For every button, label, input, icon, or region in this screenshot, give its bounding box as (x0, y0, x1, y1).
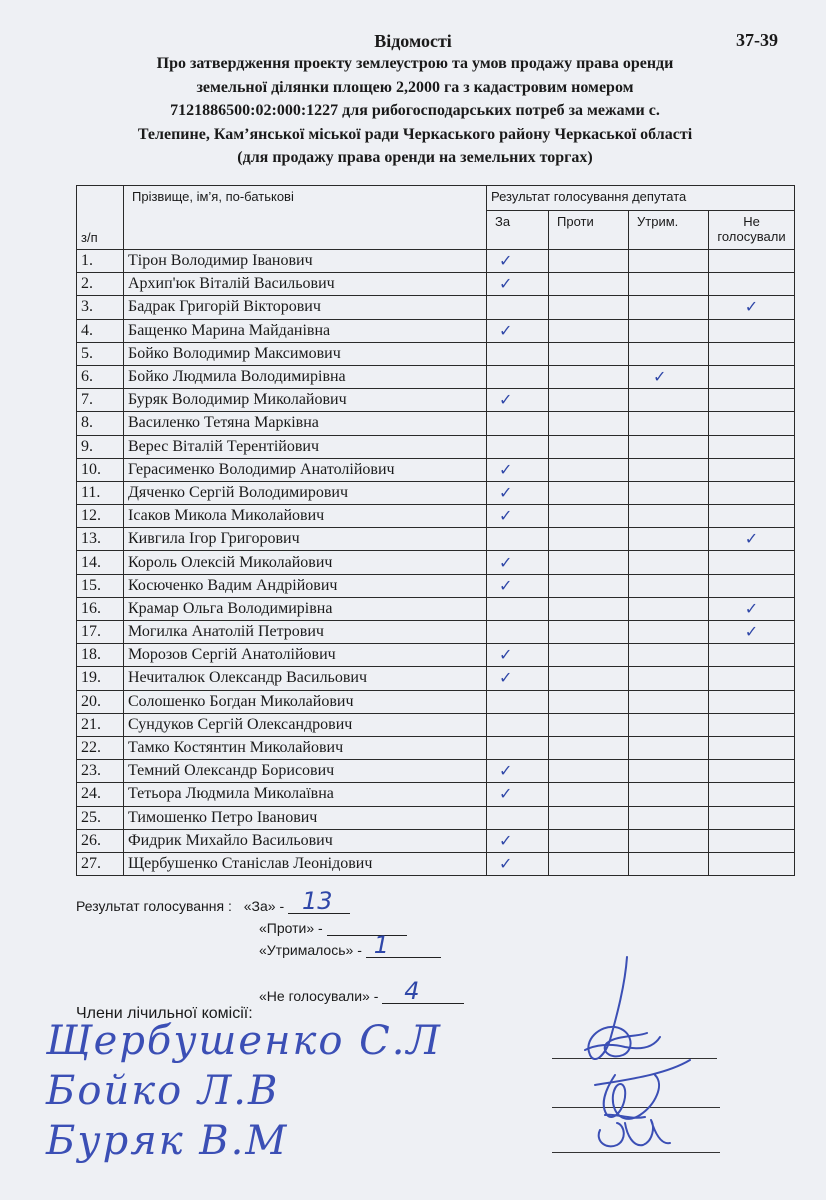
table-row (77, 342, 795, 365)
vote-proty-cell (549, 667, 629, 690)
vote-proty-cell (549, 342, 629, 365)
vote-za-cell: ✓ (487, 458, 549, 481)
proty-field (327, 917, 407, 936)
row-number: 3. (77, 296, 124, 319)
row-number: 2. (77, 273, 124, 296)
table-row (77, 319, 795, 342)
vote-proty-cell (549, 621, 629, 644)
vote-proty-cell (549, 690, 629, 713)
vote-proty-cell (549, 319, 629, 342)
subtitle-line: (для продажу права оренди на земельних торгах) (237, 149, 593, 166)
vote-utrym-cell (629, 435, 709, 458)
deputy-name: Бойко Володимир Максимович (124, 342, 487, 365)
results-ne-line (259, 977, 464, 1005)
deputy-name: Морозов Сергій Анатолійович (124, 644, 487, 667)
deputy-name: Крамар Ольга Володимирівна (124, 597, 487, 620)
ne-field (382, 977, 464, 1005)
vote-za-cell (487, 435, 549, 458)
table-row (77, 505, 795, 528)
deputy-name: Бадрак Григорій Вікторович (124, 296, 487, 319)
subtitle-line: земельної ділянки площею 2,2000 га з кадастровим номером (196, 78, 634, 96)
vote-proty-cell (549, 435, 629, 458)
deputy-name: Солошенко Богдан Миколайович (124, 690, 487, 713)
vote-utrym-cell (629, 250, 709, 273)
vote-ne-cell (709, 644, 795, 667)
vote-proty-cell (549, 806, 629, 829)
deputy-name: Щербушенко Станіслав Леонідович (124, 852, 487, 875)
header-result: Результат голосування депутата (487, 186, 795, 211)
table-row (77, 296, 795, 319)
vote-proty-cell (549, 365, 629, 388)
vote-proty-cell (549, 273, 629, 296)
vote-za-cell (487, 597, 549, 620)
table-row (77, 250, 795, 273)
deputy-name: Тамко Костянтин Миколайович (124, 736, 487, 759)
subtitle-line: 7121886500:02:000:1227 для рибогосподарських потреб за межами с. (170, 102, 660, 119)
signature-scribble (555, 955, 695, 1155)
deputy-name: Король Олексій Миколайович (124, 551, 487, 574)
vote-ne-cell (709, 435, 795, 458)
deputy-name: Фидрик Михайло Васильович (124, 829, 487, 852)
vote-za-cell: ✓ (487, 273, 549, 296)
vote-za-cell (487, 528, 549, 551)
vote-utrym-cell (629, 852, 709, 875)
vote-utrym-cell (629, 551, 709, 574)
table-row (77, 713, 795, 736)
row-number: 26. (77, 829, 124, 852)
vote-proty-cell (549, 760, 629, 783)
deputy-name: Герасименко Володимир Анатолійович (124, 458, 487, 481)
deputy-name: Косюченко Вадим Андрійович (124, 574, 487, 597)
commission-label: Члени лічильної комісії: (76, 1005, 253, 1022)
commission-member-signature: Бойко Л.В (46, 1068, 280, 1114)
table-row (77, 621, 795, 644)
table-row (77, 806, 795, 829)
vote-utrym-cell (629, 783, 709, 806)
row-number: 20. (77, 690, 124, 713)
vote-ne-cell: ✓ (709, 597, 795, 620)
vote-utrym-cell (629, 528, 709, 551)
vote-utrym-cell (629, 667, 709, 690)
vote-proty-cell (549, 250, 629, 273)
vote-proty-cell (549, 389, 629, 412)
vote-ne-cell (709, 389, 795, 412)
table-row (77, 829, 795, 852)
table-row (77, 365, 795, 388)
document-subtitle (90, 52, 740, 170)
vote-ne-cell (709, 365, 795, 388)
voting-table (76, 185, 795, 876)
row-number: 1. (77, 250, 124, 273)
deputy-name: Могилка Анатолій Петрович (124, 621, 487, 644)
vote-utrym-cell (629, 319, 709, 342)
vote-proty-cell (549, 644, 629, 667)
vote-za-cell: ✓ (487, 505, 549, 528)
vote-ne-cell (709, 806, 795, 829)
table-row (77, 481, 795, 504)
table-row (77, 690, 795, 713)
vote-utrym-cell (629, 505, 709, 528)
vote-za-cell: ✓ (487, 481, 549, 504)
vote-proty-cell (549, 829, 629, 852)
row-number: 6. (77, 365, 124, 388)
vote-utrym-cell (629, 644, 709, 667)
row-number: 15. (77, 574, 124, 597)
vote-ne-cell (709, 481, 795, 504)
table-row (77, 458, 795, 481)
commission-member-signature: Буряк В.М (46, 1118, 289, 1164)
ne-label: «Не голосували» - (259, 988, 379, 1004)
vote-ne-cell (709, 250, 795, 273)
vote-za-cell: ✓ (487, 551, 549, 574)
vote-proty-cell (549, 481, 629, 504)
document-title: Відомості (374, 31, 452, 51)
vote-ne-cell (709, 574, 795, 597)
deputy-name: Дяченко Сергій Володимирович (124, 481, 487, 504)
table-row (77, 574, 795, 597)
table-row (77, 783, 795, 806)
vote-za-cell: ✓ (487, 389, 549, 412)
vote-utrym-cell (629, 621, 709, 644)
row-number: 13. (77, 528, 124, 551)
vote-utrym-cell (629, 760, 709, 783)
row-number: 5. (77, 342, 124, 365)
vote-utrym-cell (629, 296, 709, 319)
table-row (77, 412, 795, 435)
vote-ne-cell (709, 852, 795, 875)
row-number: 7. (77, 389, 124, 412)
vote-proty-cell (549, 296, 629, 319)
table-row (77, 528, 795, 551)
table-row (77, 389, 795, 412)
za-value: 13 (302, 887, 333, 915)
deputy-name: Верес Віталій Терентійович (124, 435, 487, 458)
vote-utrym-cell (629, 806, 709, 829)
ne-value: 4 (404, 977, 420, 1005)
vote-za-cell: ✓ (487, 852, 549, 875)
table-row (77, 760, 795, 783)
vote-utrym-cell (629, 690, 709, 713)
vote-utrym-cell: ✓ (629, 365, 709, 388)
row-number: 19. (77, 667, 124, 690)
row-number: 18. (77, 644, 124, 667)
header-za: За (487, 211, 549, 250)
deputy-name: Архип'юк Віталій Васильович (124, 273, 487, 296)
row-number: 24. (77, 783, 124, 806)
header-name: Прізвище, ім’я, по-батькові (124, 186, 487, 250)
commission-member-signature: Щербушенко С.Л (46, 1018, 442, 1064)
table-row (77, 736, 795, 759)
row-number: 10. (77, 458, 124, 481)
results-label: Результат голосування : (76, 898, 232, 914)
deputy-name: Бойко Людмила Володимирівна (124, 365, 487, 388)
vote-proty-cell (549, 852, 629, 875)
results-za-line (76, 887, 350, 915)
za-field (288, 887, 350, 915)
vote-utrym-cell (629, 597, 709, 620)
vote-za-cell: ✓ (487, 319, 549, 342)
vote-za-cell (487, 296, 549, 319)
table-body (77, 250, 795, 876)
vote-utrym-cell (629, 713, 709, 736)
row-number: 22. (77, 736, 124, 759)
header-ne-golosuvaly: Не голосували (709, 211, 795, 250)
vote-proty-cell (549, 551, 629, 574)
header-number: з/п (77, 186, 124, 250)
vote-ne-cell (709, 713, 795, 736)
vote-ne-cell (709, 458, 795, 481)
vote-utrym-cell (629, 389, 709, 412)
vote-ne-cell (709, 273, 795, 296)
vote-za-cell: ✓ (487, 829, 549, 852)
vote-ne-cell (709, 783, 795, 806)
table-row (77, 273, 795, 296)
vote-za-cell: ✓ (487, 250, 549, 273)
row-number: 16. (77, 597, 124, 620)
vote-za-cell: ✓ (487, 667, 549, 690)
vote-proty-cell (549, 458, 629, 481)
header-utrym: Утрим. (629, 211, 709, 250)
row-number: 12. (77, 505, 124, 528)
results-utrym-line (259, 931, 441, 959)
row-number: 11. (77, 481, 124, 504)
vote-ne-cell (709, 736, 795, 759)
utrym-field (366, 931, 441, 959)
subtitle-line: Телепине, Кам’янської міської ради Черкаського району Черкаської області (137, 125, 693, 143)
vote-za-cell (487, 365, 549, 388)
row-number: 9. (77, 435, 124, 458)
deputy-name: Сундуков Сергій Олександрович (124, 713, 487, 736)
vote-ne-cell (709, 829, 795, 852)
deputy-name: Тимошенко Петро Іванович (124, 806, 487, 829)
vote-za-cell: ✓ (487, 760, 549, 783)
vote-utrym-cell (629, 829, 709, 852)
subtitle-line: Про затвердження проекту землеустрою та умов продажу права оренди (156, 55, 674, 72)
vote-utrym-cell (629, 412, 709, 435)
row-number: 25. (77, 806, 124, 829)
vote-utrym-cell (629, 481, 709, 504)
vote-ne-cell (709, 690, 795, 713)
vote-za-cell (487, 621, 549, 644)
deputy-name: Ісаков Микола Миколайович (124, 505, 487, 528)
vote-ne-cell: ✓ (709, 296, 795, 319)
proty-label: «Проти» - (259, 920, 323, 936)
deputy-name: Кивгила Ігор Григорович (124, 528, 487, 551)
table-row (77, 435, 795, 458)
deputy-name: Тірон Володимир Іванович (124, 250, 487, 273)
row-number: 8. (77, 412, 124, 435)
vote-utrym-cell (629, 342, 709, 365)
vote-za-cell (487, 412, 549, 435)
deputy-name: Тетьора Людмила Миколаївна (124, 783, 487, 806)
table-row (77, 597, 795, 620)
table-row (77, 852, 795, 875)
vote-proty-cell (549, 528, 629, 551)
header-proty: Проти (549, 211, 629, 250)
deputy-name: Темний Олександр Борисович (124, 760, 487, 783)
deputy-name: Буряк Володимир Миколайович (124, 389, 487, 412)
vote-proty-cell (549, 412, 629, 435)
vote-proty-cell (549, 783, 629, 806)
vote-ne-cell (709, 551, 795, 574)
vote-ne-cell (709, 505, 795, 528)
za-label: «За» - (243, 898, 285, 914)
utrym-label: «Утрималось» - (259, 942, 362, 958)
document-number: 37-39 (736, 30, 778, 50)
vote-za-cell (487, 713, 549, 736)
deputy-name: Василенко Тетяна Марківна (124, 412, 487, 435)
vote-ne-cell (709, 667, 795, 690)
vote-ne-cell (709, 760, 795, 783)
vote-proty-cell (549, 574, 629, 597)
row-number: 21. (77, 713, 124, 736)
vote-za-cell (487, 342, 549, 365)
vote-za-cell (487, 690, 549, 713)
vote-utrym-cell (629, 273, 709, 296)
deputy-name: Бащенко Марина Майданівна (124, 319, 487, 342)
vote-ne-cell (709, 319, 795, 342)
vote-proty-cell (549, 713, 629, 736)
vote-utrym-cell (629, 736, 709, 759)
table-row (77, 644, 795, 667)
vote-utrym-cell (629, 458, 709, 481)
vote-za-cell: ✓ (487, 644, 549, 667)
utrym-value: 1 (373, 931, 390, 959)
vote-ne-cell (709, 342, 795, 365)
deputy-name: Нечиталюк Олександр Васильович (124, 667, 487, 690)
vote-ne-cell (709, 412, 795, 435)
vote-ne-cell: ✓ (709, 528, 795, 551)
vote-za-cell: ✓ (487, 574, 549, 597)
vote-proty-cell (549, 597, 629, 620)
vote-proty-cell (549, 736, 629, 759)
row-number: 14. (77, 551, 124, 574)
table-row (77, 551, 795, 574)
row-number: 23. (77, 760, 124, 783)
table-row (77, 667, 795, 690)
row-number: 4. (77, 319, 124, 342)
vote-proty-cell (549, 505, 629, 528)
vote-za-cell (487, 806, 549, 829)
row-number: 17. (77, 621, 124, 644)
vote-za-cell: ✓ (487, 783, 549, 806)
vote-ne-cell: ✓ (709, 621, 795, 644)
row-number: 27. (77, 852, 124, 875)
vote-utrym-cell (629, 574, 709, 597)
vote-za-cell (487, 736, 549, 759)
